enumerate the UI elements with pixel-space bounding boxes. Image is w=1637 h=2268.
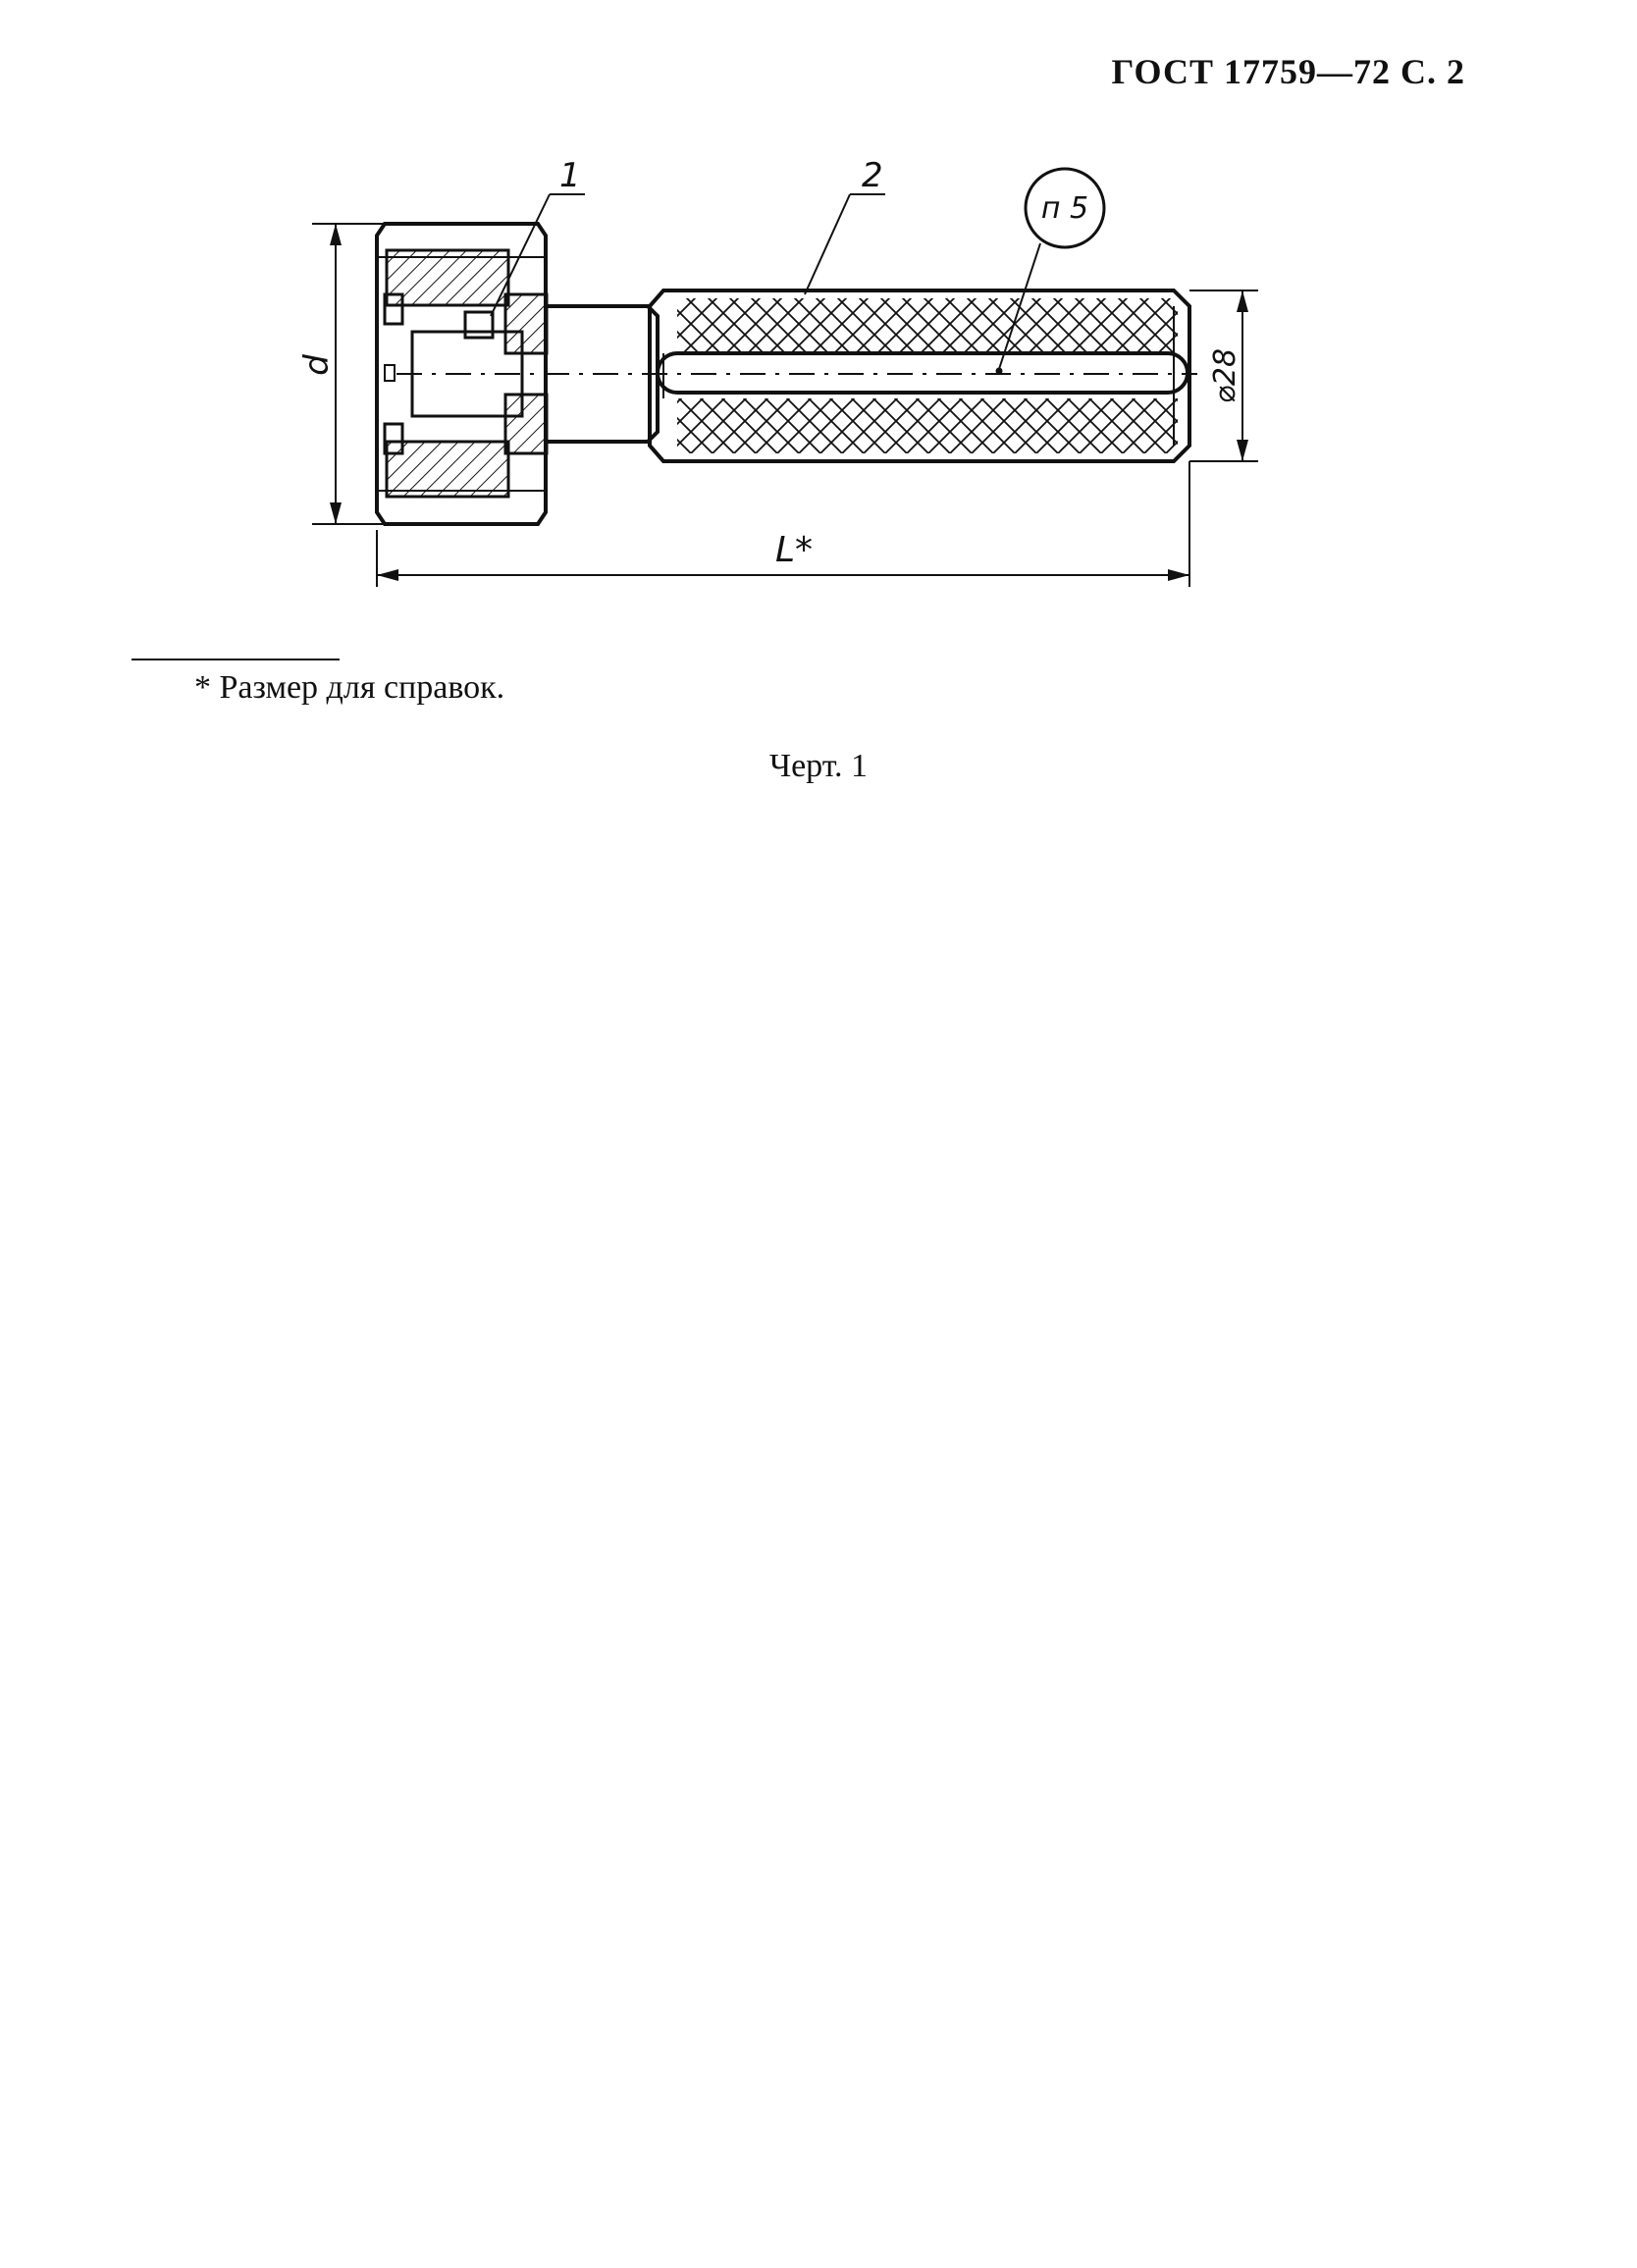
knurled-handle xyxy=(650,290,1189,461)
part-label-2: 2 xyxy=(862,156,883,195)
part-label-1: 1 xyxy=(559,156,581,195)
technical-drawing xyxy=(0,0,1637,638)
figure-caption: Черт. 1 xyxy=(768,748,869,784)
dimension-d-label: d xyxy=(297,354,337,376)
page-header: ГОСТ 17759—72 С. 2 xyxy=(1111,52,1465,91)
marking-label: п 5 xyxy=(1040,191,1089,226)
footnote: * Размер для справок. xyxy=(194,669,505,706)
footnote-rule xyxy=(132,659,340,660)
dimension-diameter-label: ⌀28 xyxy=(1208,347,1242,404)
dimension-length-label: L* xyxy=(775,530,814,570)
